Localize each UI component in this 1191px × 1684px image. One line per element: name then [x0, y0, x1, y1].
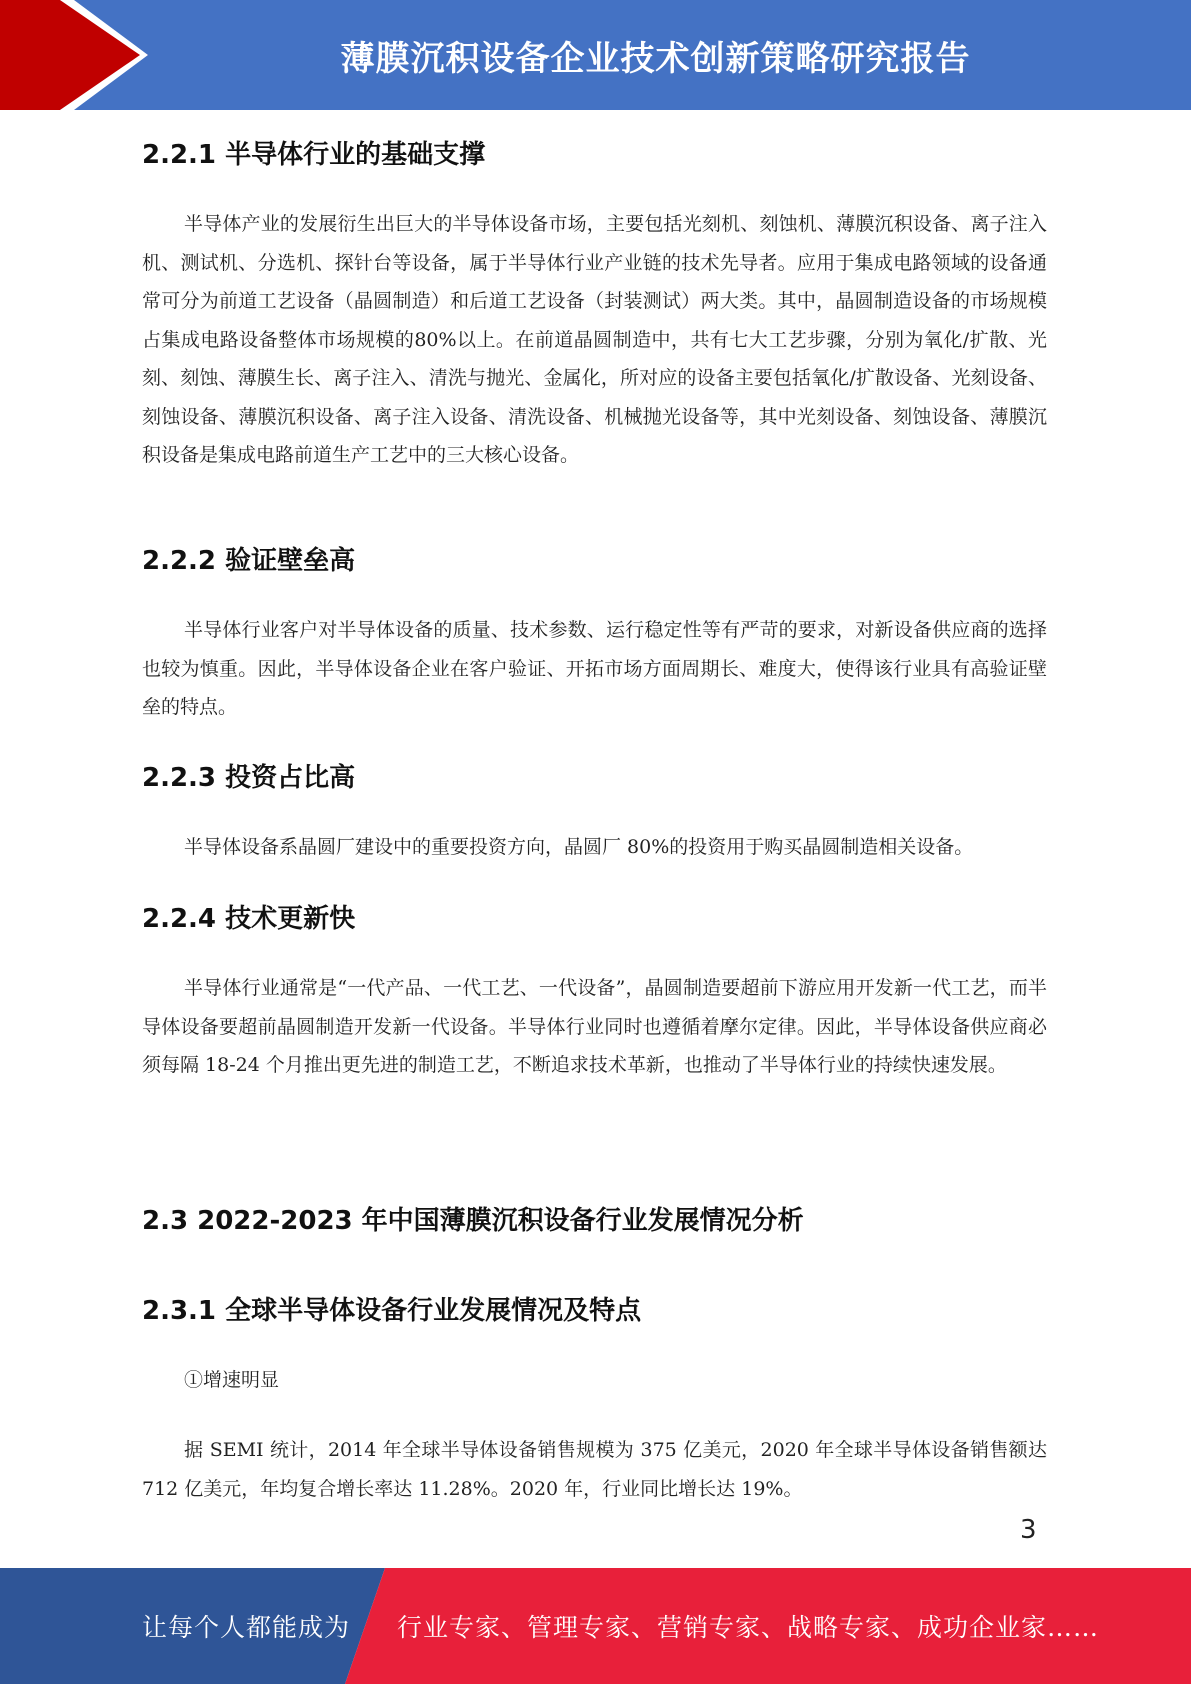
report-title: 薄膜沉积设备企业技术创新策略研究报告 [340, 38, 971, 79]
section-heading: 2.2.2 验证壁垒高 [142, 546, 356, 576]
page-header [0, 0, 1191, 110]
section-heading: 2.2.3 投资占比高 [142, 763, 356, 793]
body-paragraph: 半导体行业通常是“一代产品、一代工艺、一代设备”，晶圆制造要超前下游应用开发新一代工艺，而半导体设备要超前晶圆制造开发新一代设备。半导体行业同时也遵循着摩尔定律。因此，半导体设备供应商必须每隔 18-24 个月推出更先进的制造工艺，不断追求技术革新，也推动了半导体行业的持续快速发展。 [142, 977, 1047, 1076]
footer-slogan-right: 行业专家、管理专家、营销专家、战略专家、成功企业家…… [397, 1613, 1100, 1642]
body-paragraph: 据 SEMI 统计，2014 年全球半导体设备销售规模为 375 亿美元，2020 年全球半导体设备销售额达 712 亿美元，年均复合增长率达 11.28%。2020 年，行业同比增长达 19%。 [142, 1439, 1047, 1500]
body-paragraph: 半导体设备系晶圆厂建设中的重要投资方向，晶圆厂 80%的投资用于购买晶圆制造相关设备。 [184, 836, 974, 858]
chapter-heading: 2.3 2022-2023 年中国薄膜沉积设备行业发展情况分析 [142, 1206, 804, 1236]
section-heading: 2.2.4 技术更新快 [142, 904, 356, 934]
section-heading: 2.3.1 全球半导体设备行业发展情况及特点 [142, 1296, 642, 1326]
footer-slogan-left: 让每个人都能成为 [142, 1613, 351, 1642]
section-heading: 2.2.1 半导体行业的基础支撑 [142, 140, 486, 170]
page-footer [0, 1568, 1191, 1684]
page-number: 3 [1020, 1515, 1037, 1545]
body-paragraph: 半导体行业客户对半导体设备的质量、技术参数、运行稳定性等有严苛的要求，对新设备供应商的选择也较为慎重。因此，半导体设备企业在客户验证、开拓市场方面周期长、难度大，使得该行业具有高验证壁垒的特点。 [142, 619, 1047, 718]
body-paragraph: 半导体产业的发展衍生出巨大的半导体设备市场，主要包括光刻机、刻蚀机、薄膜沉积设备、离子注入机、测试机、分选机、探针台等设备，属于半导体行业产业链的技术先导者。应用于集成电路领域的设备通常可分为前道工艺设备（晶圆制造）和后道工艺设备（封装测试）两大类。其中，晶圆制造设备的市场规模占集成电路设备整体市场规模的80%以上。在前道晶圆制造中，共有七大工艺步骤，分别为氧化/扩散、光刻、刻蚀、薄膜生长、离子注入、清洗与抛光、金属化，所对应的设备主要包括氧化/扩散设备、光刻设备、刻蚀设备、薄膜沉积设备、离子注入设备、清洗设备、机械抛光设备等，其中光刻设备、刻蚀设备、薄膜沉积设备是集成电路前道生产工艺中的三大核心设备。 [142, 213, 1047, 466]
list-item: ①增速明显 [184, 1369, 280, 1391]
header-arrow-icon [0, 0, 200, 110]
